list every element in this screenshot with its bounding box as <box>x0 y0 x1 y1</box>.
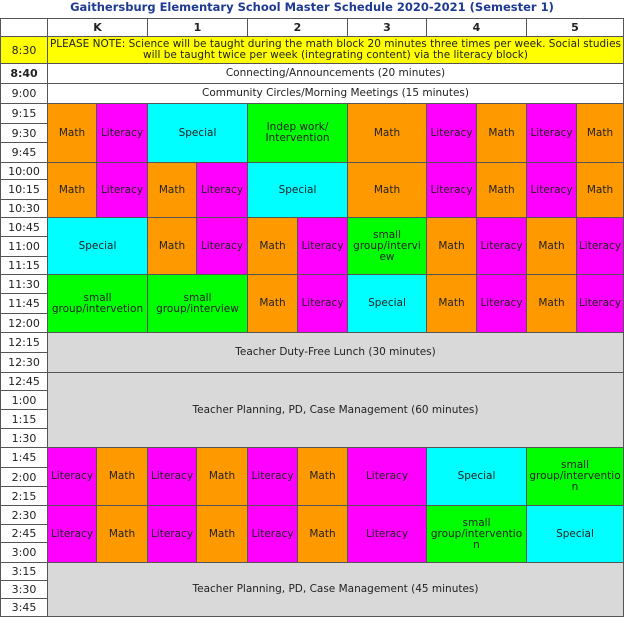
grade-header-3: 3 <box>347 18 427 37</box>
time-1230: 12:30 <box>0 352 48 373</box>
block-4-literacy-1: Literacy <box>426 103 477 163</box>
time-1015: 10:15 <box>0 179 48 200</box>
block-5-math-4: Math <box>526 274 577 333</box>
block-5-math-1: Math <box>576 103 624 163</box>
circles-row: Community Circles/Morning Meetings (15 minutes) <box>47 83 624 104</box>
block-2-math-5: Math <box>297 447 348 506</box>
block-4-math-4: Math <box>426 274 477 333</box>
time-0100: 1:00 <box>0 390 48 410</box>
time-0900: 9:00 <box>0 83 48 104</box>
block-2-literacy-6: Literacy <box>247 505 298 563</box>
grade-header-4: 4 <box>426 18 527 37</box>
block-4-math-2: Math <box>476 162 527 218</box>
block-2-special-2: Special <box>247 162 348 218</box>
block-3-literacy-6: Literacy <box>347 505 427 563</box>
block-5-literacy-1: Literacy <box>526 103 577 163</box>
block-2-literacy-5: Literacy <box>247 447 298 506</box>
block-1-literacy-6: Literacy <box>147 505 197 563</box>
time-0315: 3:15 <box>0 562 48 581</box>
time-0930: 9:30 <box>0 123 48 143</box>
grade-header-k: K <box>47 18 148 37</box>
time-1045: 10:45 <box>0 217 48 237</box>
block-2-math-3: Math <box>247 217 298 275</box>
time-1145: 11:45 <box>0 293 48 314</box>
corner-cell <box>0 18 48 37</box>
time-0300: 3:00 <box>0 542 48 563</box>
lunch-row: Teacher Duty-Free Lunch (30 minutes) <box>47 332 624 373</box>
time-0130: 1:30 <box>0 428 48 448</box>
time-1200: 12:00 <box>0 313 48 333</box>
block-5-literacy-3: Literacy <box>576 217 624 275</box>
time-0200: 2:00 <box>0 467 48 487</box>
time-0245: 2:45 <box>0 524 48 543</box>
time-0345: 3:45 <box>0 598 48 617</box>
block-3-math-1: Math <box>347 103 427 163</box>
block-3-math-2: Math <box>347 162 427 218</box>
block-1-literacy-5: Literacy <box>147 447 197 506</box>
block-k-math-1: Math <box>47 103 97 163</box>
block-4-intervention-6: small group/interventio n <box>426 505 527 563</box>
block-2-literacy-4: Literacy <box>297 274 348 333</box>
block-k-literacy-2: Literacy <box>96 162 148 218</box>
block-k-intervention-4: small group/intervetion <box>47 274 148 333</box>
block-1-math-3: Math <box>147 217 197 275</box>
block-4-special-5: Special <box>426 447 527 506</box>
grade-header-5: 5 <box>526 18 624 37</box>
time-1030: 10:30 <box>0 199 48 218</box>
time-1130: 11:30 <box>0 274 48 294</box>
block-k-math-5: Math <box>96 447 148 506</box>
block-1-math-2: Math <box>147 162 197 218</box>
block-2-math-4: Math <box>247 274 298 333</box>
block-1-math-5: Math <box>196 447 248 506</box>
block-4-math-3: Math <box>426 217 477 275</box>
time-0230: 2:30 <box>0 505 48 525</box>
grade-header-2: 2 <box>247 18 348 37</box>
grade-header-1: 1 <box>147 18 248 37</box>
block-k-math-6: Math <box>96 505 148 563</box>
block-2-math-6: Math <box>297 505 348 563</box>
time-0830: 8:30 <box>0 36 48 64</box>
time-1000: 10:00 <box>0 162 48 180</box>
block-3-intervention-3: small group/intervi ew <box>347 217 427 275</box>
time-1215: 12:15 <box>0 332 48 353</box>
block-3-literacy-5: Literacy <box>347 447 427 506</box>
block-4-literacy-3: Literacy <box>476 217 527 275</box>
block-1-literacy-2: Literacy <box>196 162 248 218</box>
block-1-math-6: Math <box>196 505 248 563</box>
block-k-special-3: Special <box>47 217 148 275</box>
block-4-literacy-4: Literacy <box>476 274 527 333</box>
block-3-special-4: Special <box>347 274 427 333</box>
time-1100: 11:00 <box>0 236 48 257</box>
schedule-title: Gaithersburg Elementary School Master Schedule 2020-2021 (Semester 1) <box>70 0 554 14</box>
time-0145: 1:45 <box>0 447 48 468</box>
block-5-intervention-5: small group/interventio n <box>526 447 624 506</box>
block-5-literacy-4: Literacy <box>576 274 624 333</box>
time-0915: 9:15 <box>0 103 48 124</box>
planning-60-row: Teacher Planning, PD, Case Management (60 minutes) <box>47 372 624 448</box>
time-0215: 2:15 <box>0 486 48 506</box>
block-1-literacy-3: Literacy <box>196 217 248 275</box>
block-k-literacy-6: Literacy <box>47 505 97 563</box>
block-2-literacy-3: Literacy <box>297 217 348 275</box>
block-5-math-3: Math <box>526 217 577 275</box>
time-0840: 8:40 <box>0 63 48 84</box>
block-1-intervention-4: small group/interview <box>147 274 248 333</box>
time-0115: 1:15 <box>0 409 48 429</box>
time-0330: 3:30 <box>0 580 48 599</box>
block-4-literacy-2: Literacy <box>426 162 477 218</box>
block-2-intervention-1: Indep work/ Intervention <box>247 103 348 163</box>
block-1-special-1: Special <box>147 103 248 163</box>
time-1115: 11:15 <box>0 256 48 275</box>
block-k-math-2: Math <box>47 162 97 218</box>
block-5-literacy-2: Literacy <box>526 162 577 218</box>
time-0945: 9:45 <box>0 142 48 163</box>
connecting-row: Connecting/Announcements (20 minutes) <box>47 63 624 84</box>
note-row: PLEASE NOTE: Science will be taught during the math block 20 minutes three times per week. Social studies will be taught twice per week (integrating content) via the literacy block) <box>47 36 624 64</box>
block-k-literacy-1: Literacy <box>96 103 148 163</box>
block-4-math-1: Math <box>476 103 527 163</box>
planning-45-row: Teacher Planning, PD, Case Management (45 minutes) <box>47 562 624 617</box>
block-k-literacy-5: Literacy <box>47 447 97 506</box>
block-5-special-6: Special <box>526 505 624 563</box>
time-1245: 12:45 <box>0 372 48 391</box>
block-5-math-2: Math <box>576 162 624 218</box>
